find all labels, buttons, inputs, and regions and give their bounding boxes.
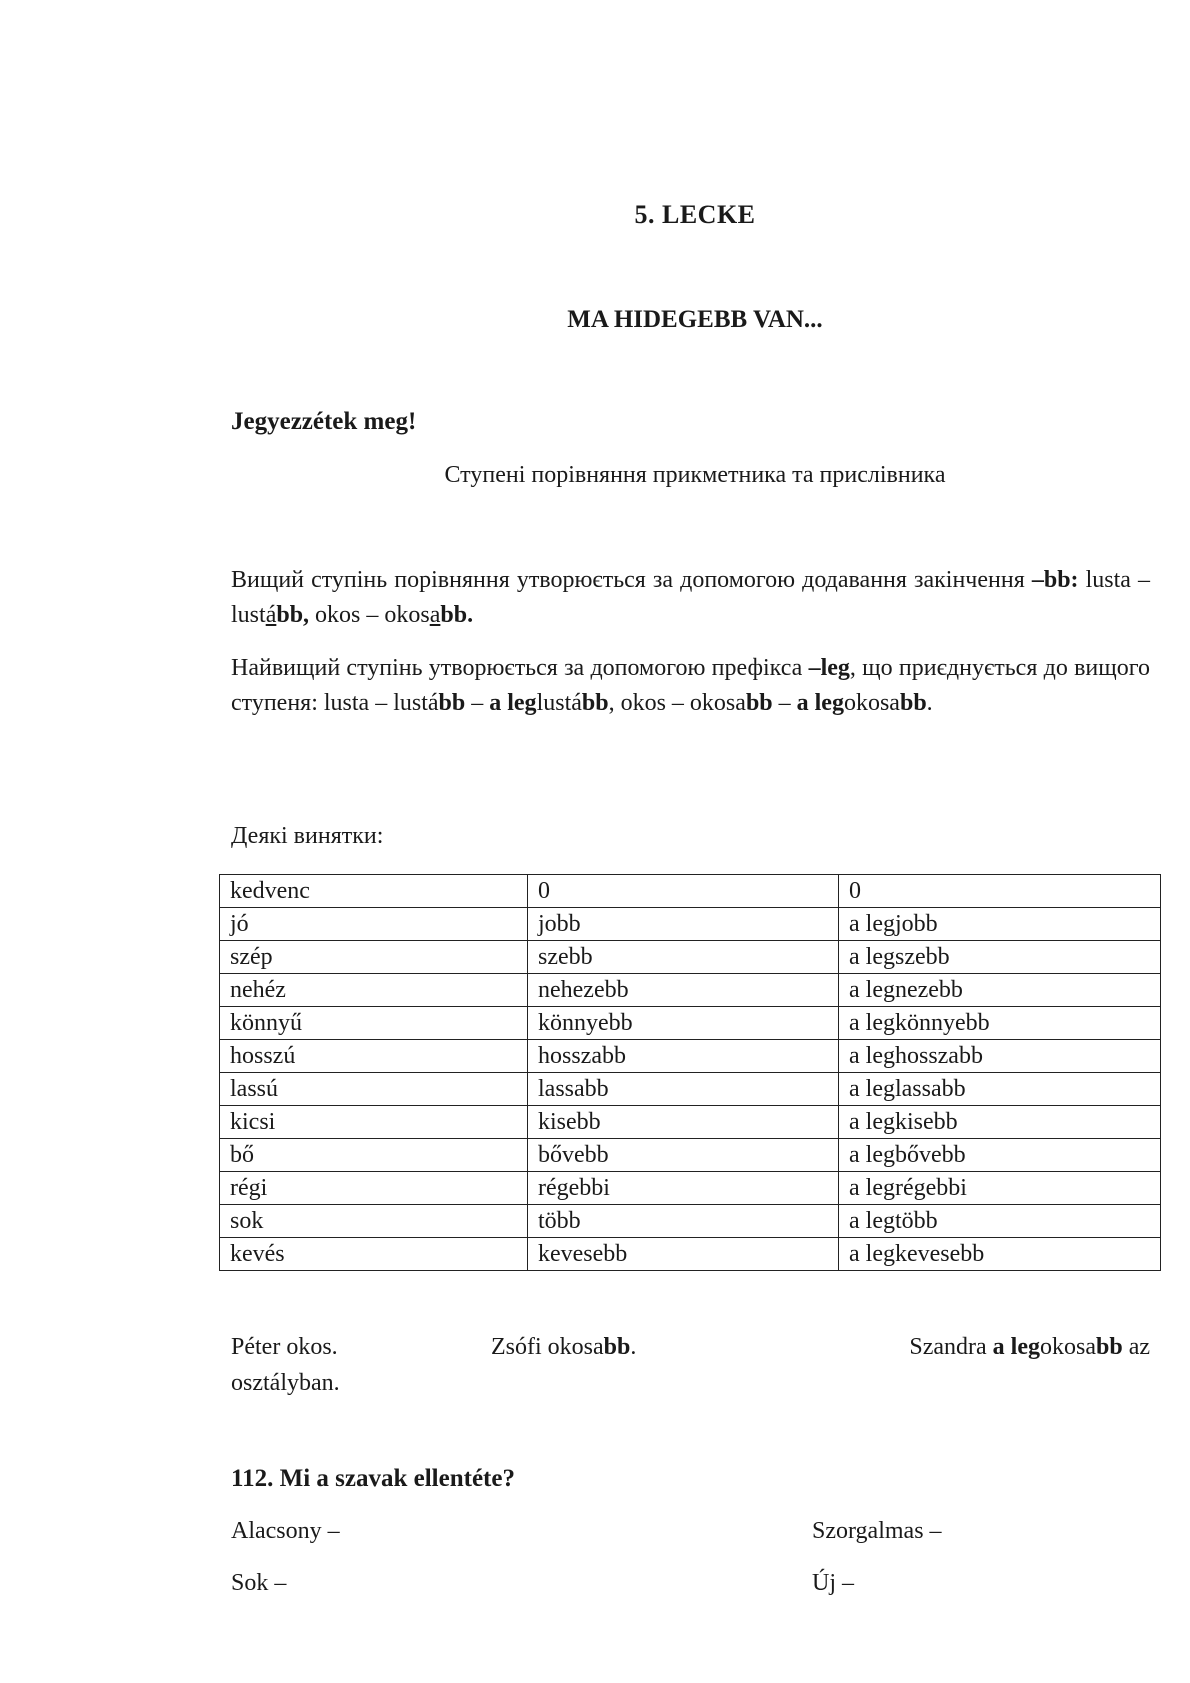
lesson-title: MA HIDEGEBB VAN... [567,306,823,333]
base-form-cell: kicsi [220,1106,528,1139]
base-form-cell: sok [220,1205,528,1238]
table-row [220,1139,1161,1172]
base-form-cell: lassú [220,1073,528,1106]
exceptions-label: Деякі винятки: [231,823,384,849]
superlative-cell: a legtöbb [839,1205,1161,1238]
example-superlative-continuation: osztályban. [231,1370,340,1396]
para2-text-e: okosa [843,690,900,716]
table-row [220,908,1161,941]
comparative-cell: szebb [528,941,839,974]
table-row [220,1238,1161,1271]
example-comparative-bb: bb [603,1334,631,1360]
superlative-cell: a legnezebb [839,974,1161,1007]
para2-text-b: , що приєднується до вищого ступеня: lusta – lustá [231,655,1150,716]
para2-text-a: Найвищий ступінь утворюється за допомогою префікса [231,655,809,681]
table-row [220,1040,1161,1073]
example-superlative-leg: a leg [992,1334,1040,1360]
superlative-cell: a legszebb [839,941,1161,974]
para1-bb-2: bb. [440,602,474,628]
base-form-cell: nehéz [220,974,528,1007]
note-heading: Jegyezzétek meg! [231,408,417,435]
comparative-cell: 0 [528,875,839,908]
para2-prefix: –leg [808,655,850,681]
lesson-number: 5. LECKE [634,200,756,229]
comparative-cell: kisebb [528,1106,839,1139]
superlative-cell: a legkevesebb [839,1238,1161,1271]
superlative-cell: a leghosszabb [839,1040,1161,1073]
table-row [220,941,1161,974]
example-positive: Péter okos. [231,1334,338,1360]
comparative-rule-paragraph [231,563,1150,633]
base-form-cell: bő [220,1139,528,1172]
para2-bb-3: bb [745,690,773,716]
base-form-cell: kevés [220,1238,528,1271]
para2-bb-1: bb [438,690,466,716]
table-row [220,1106,1161,1139]
para1-bb-1: bb, [276,602,310,628]
comparative-cell: hosszabb [528,1040,839,1073]
para1-underline-2: a [429,602,441,628]
comparative-cell: kevesebb [528,1238,839,1271]
comparative-cell: nehezebb [528,974,839,1007]
example-superlative-c: okosa [1039,1334,1096,1360]
exercise-heading: 112. Mi a szavak ellentéte? [231,1465,515,1492]
exercise-item: Szorgalmas – [812,1518,942,1544]
base-form-cell: jó [220,908,528,941]
comparative-cell: régebbi [528,1172,839,1205]
example-superlative-a: Szandra [909,1334,993,1360]
comparative-cell: bővebb [528,1139,839,1172]
superlative-rule-paragraph [231,651,1150,721]
example-comparative [491,1329,636,1365]
grammar-subtitle: Ступені порівняння прикметника та прислівника [444,462,946,488]
superlative-cell: 0 [839,875,1161,908]
superlative-cell: a legkisebb [839,1106,1161,1139]
table-row [220,875,1161,908]
para1-text-c: okos – okos [309,602,430,628]
example-comparative-a: Zsófi okosa [491,1334,604,1360]
exercise-item: Új – [812,1570,854,1596]
base-form-cell: régi [220,1172,528,1205]
para1-suffix: –bb: [1031,567,1079,593]
base-form-cell: szép [220,941,528,974]
para1-text-b: lusta – lust [231,567,1151,628]
para1-text-a: Вищий ступінь порівняння утворюється за допомогою додавання закінчення [231,567,1032,593]
para2-bb-2: bb [581,690,609,716]
para2-dash-2: – [772,690,797,716]
para1-underline-1: á [265,602,277,628]
superlative-cell: a legbővebb [839,1139,1161,1172]
example-superlative-e: az [1122,1334,1150,1360]
comparative-cell: jobb [528,908,839,941]
superlative-cell: a legkönnyebb [839,1007,1161,1040]
para2-bb-4: bb [899,690,927,716]
para2-a-leg-2: a leg [796,690,844,716]
table-row [220,1205,1161,1238]
para2-end: . [926,690,933,716]
para2-text-d: , okos – okosa [608,690,746,716]
superlative-cell: a leglassabb [839,1073,1161,1106]
para2-dash-1: – [465,690,490,716]
example-superlative [909,1329,1150,1365]
para2-text-c: lustá [536,690,582,716]
para2-a-leg-1: a leg [489,690,537,716]
superlative-cell: a legjobb [839,908,1161,941]
base-form-cell: könnyű [220,1007,528,1040]
base-form-cell: kedvenc [220,875,528,908]
superlative-cell: a legrégebbi [839,1172,1161,1205]
exercise-item: Alacsony – [231,1518,340,1544]
table-row [220,974,1161,1007]
comparative-cell: több [528,1205,839,1238]
exceptions-table [219,874,1161,1271]
table-row [220,1007,1161,1040]
comparative-cell: könnyebb [528,1007,839,1040]
table-row [220,1172,1161,1205]
example-comparative-end: . [630,1334,637,1360]
table-row [220,1073,1161,1106]
exercise-item: Sok – [231,1570,287,1596]
base-form-cell: hosszú [220,1040,528,1073]
example-superlative-bb: bb [1095,1334,1123,1360]
comparative-cell: lassabb [528,1073,839,1106]
exceptions-table-body [220,875,1161,1271]
